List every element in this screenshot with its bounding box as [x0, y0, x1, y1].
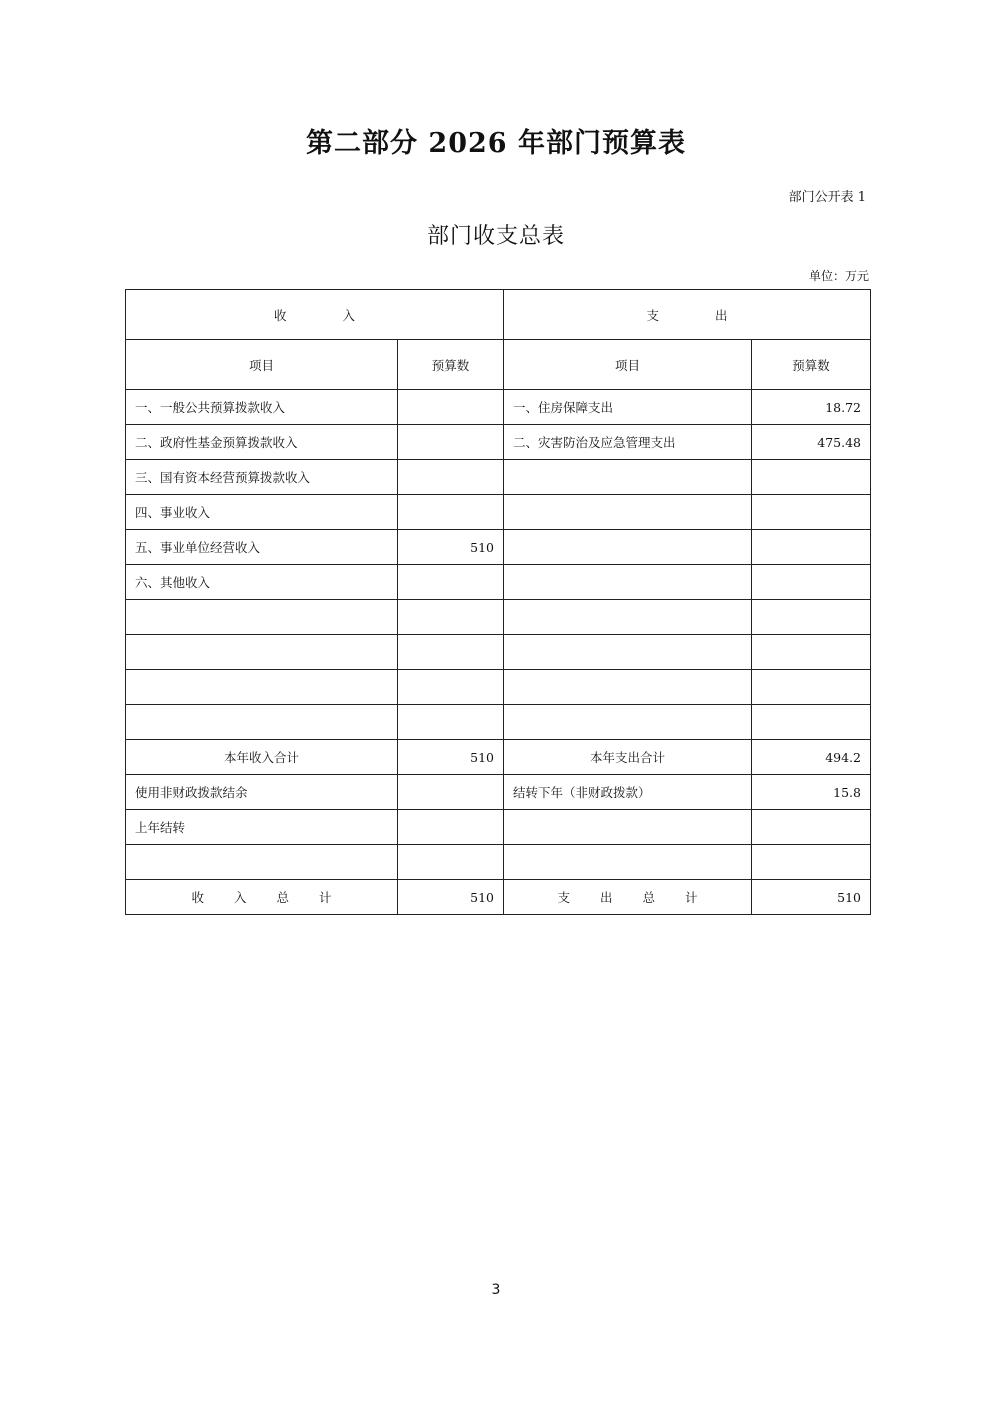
section-header-row — [126, 290, 871, 340]
income-subtotal-label: 本年收入合计 — [126, 740, 398, 775]
table-row — [126, 810, 871, 845]
income-value-cell — [398, 565, 504, 600]
income-item-cell — [126, 635, 398, 670]
subtotal-row — [126, 740, 871, 775]
income-value-cell — [398, 425, 504, 460]
income-item-cell: 使用非财政拨款结余 — [126, 775, 398, 810]
table-row — [126, 390, 871, 425]
expense-value-cell — [752, 600, 871, 635]
income-value-cell — [398, 810, 504, 845]
income-value-cell — [398, 705, 504, 740]
table-row — [126, 705, 871, 740]
income-value-cell — [398, 495, 504, 530]
expense-value-cell: 475.48 — [752, 425, 871, 460]
income-value-cell — [398, 775, 504, 810]
expense-subtotal-value: 494.2 — [752, 740, 871, 775]
income-item-cell: 一、一般公共预算拨款收入 — [126, 390, 398, 425]
income-item-cell: 五、事业单位经营收入 — [126, 530, 398, 565]
table-code: 部门公开表 1 — [788, 190, 866, 205]
income-value-cell — [398, 635, 504, 670]
table-row — [126, 775, 871, 810]
expense-item-cell — [504, 845, 752, 880]
income-item-cell — [126, 600, 398, 635]
income-subtotal-value: 510 — [398, 740, 504, 775]
expense-value-cell — [752, 635, 871, 670]
expense-value-cell — [752, 530, 871, 565]
table-row — [126, 600, 871, 635]
expense-item-cell — [504, 495, 752, 530]
expense-item-cell — [504, 530, 752, 565]
part-title: 第二部分 2026 年部门预算表 — [306, 128, 686, 159]
income-item-cell: 三、国有资本经营预算拨款收入 — [126, 460, 398, 495]
income-value-cell — [398, 390, 504, 425]
expense-value-cell — [752, 460, 871, 495]
expense-item-cell — [504, 460, 752, 495]
table-row — [126, 425, 871, 460]
main-rows — [126, 390, 871, 740]
table-row — [126, 460, 871, 495]
expense-item-cell: 一、住房保障支出 — [504, 390, 752, 425]
total-row — [126, 880, 871, 915]
income-value-cell — [398, 845, 504, 880]
expense-value-cell — [752, 705, 871, 740]
expense-value-cell — [752, 495, 871, 530]
budget-table — [125, 289, 871, 915]
expense-budget-header: 预算数 — [752, 340, 871, 390]
expense-item-cell: 结转下年（非财政拨款） — [504, 775, 752, 810]
table-row — [126, 495, 871, 530]
income-value-cell: 510 — [398, 530, 504, 565]
income-value-cell — [398, 670, 504, 705]
expense-item-header: 项目 — [504, 340, 752, 390]
income-section-header: 收 入 — [126, 290, 504, 340]
page-number: 3 — [491, 1282, 501, 1298]
table-row — [126, 635, 871, 670]
expense-subtotal-label: 本年支出合计 — [504, 740, 752, 775]
expense-value-cell — [752, 670, 871, 705]
column-header-row — [126, 340, 871, 390]
income-item-header: 项目 — [126, 340, 398, 390]
income-item-cell: 六、其他收入 — [126, 565, 398, 600]
table-row — [126, 565, 871, 600]
expense-item-cell — [504, 565, 752, 600]
expense-item-cell — [504, 635, 752, 670]
expense-item-cell: 二、灾害防治及应急管理支出 — [504, 425, 752, 460]
expense-item-cell — [504, 670, 752, 705]
income-value-cell — [398, 460, 504, 495]
expense-total-value: 510 — [752, 880, 871, 915]
extra-rows — [126, 775, 871, 880]
table-row — [126, 845, 871, 880]
expense-value-cell: 18.72 — [752, 390, 871, 425]
income-item-cell: 上年结转 — [126, 810, 398, 845]
income-item-cell — [126, 705, 398, 740]
expense-section-header: 支 出 — [504, 290, 871, 340]
expense-item-cell — [504, 810, 752, 845]
expense-item-cell — [504, 600, 752, 635]
expense-value-cell — [752, 845, 871, 880]
expense-value-cell — [752, 565, 871, 600]
expense-total-label: 支 出 总 计 — [504, 880, 752, 915]
table-row — [126, 530, 871, 565]
income-budget-header: 预算数 — [398, 340, 504, 390]
income-item-cell: 二、政府性基金预算拨款收入 — [126, 425, 398, 460]
expense-value-cell: 15.8 — [752, 775, 871, 810]
income-item-cell — [126, 845, 398, 880]
table-title: 部门收支总表 — [426, 224, 565, 249]
table-row — [126, 670, 871, 705]
income-total-value: 510 — [398, 880, 504, 915]
unit-label: 单位：万元 — [808, 269, 869, 283]
income-value-cell — [398, 600, 504, 635]
income-item-cell: 四、事业收入 — [126, 495, 398, 530]
expense-item-cell — [504, 705, 752, 740]
income-total-label: 收 入 总 计 — [126, 880, 398, 915]
income-item-cell — [126, 670, 398, 705]
expense-value-cell — [752, 810, 871, 845]
